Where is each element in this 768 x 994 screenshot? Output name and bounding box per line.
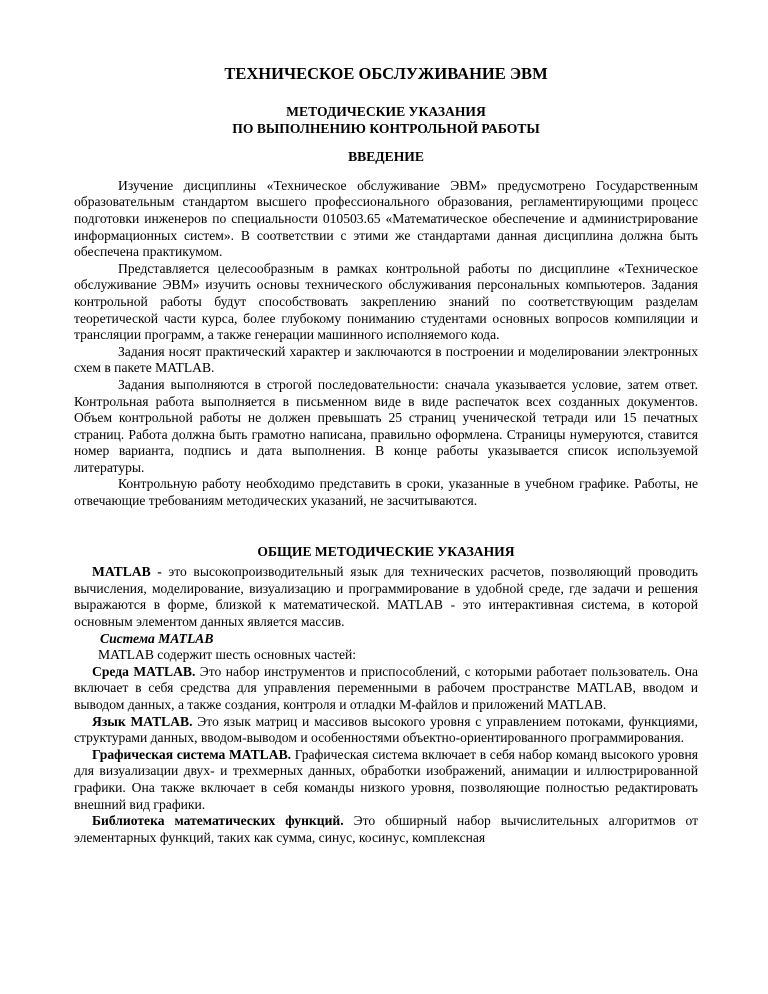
matlab-definition-text: это высокопроизводительный язык для технических расчетов, позволяющий проводить вычисления, моделирование, визуализацию и программирование в удобной среде, где задачи и решения выражаются в форме, близкой к математической. MATLAB - это интерактивная система, в которой основным элементом данных является массив. — [74, 564, 698, 630]
intro-paragraph-5: Контрольную работу необходимо представить в сроки, указанные в учебном графике. Работы, не отвечающие требованиям методических указаний, не засчитываются. — [74, 476, 698, 509]
part-text: Это набор инструментов и приспособлений, с которыми работает пользователь. Она включает в себя средства для управления переменными в рабочем пространстве MATLAB, вводом и выводом данных, а также создания, контроля и отладки М-файлов и приложений MATLAB. — [74, 663, 699, 712]
part-language — [74, 714, 698, 747]
intro-paragraph-2: Представляется целесообразным в рамках контрольной работы по дисциплине «Техническое обслуживание ЭВМ» изучить основы технического обслуживания персональных компьютеров. Задания контрольной работы будут способствовать закреплению знаний по соответствующим разделам теоретической части курса, более глубокому пониманию студентами основных вопросов компиляции и трансляции программ, а также генерации машинного исполняемого кода. — [74, 260, 698, 343]
part-math-library — [74, 813, 698, 846]
part-environment — [74, 664, 698, 714]
document-title: ТЕХНИЧЕСКОЕ ОБСЛУЖИВАНИЕ ЭВМ — [224, 64, 548, 83]
part-term: Среда MATLAB. — [92, 663, 196, 679]
intro-paragraph-4: Задания выполняются в строгой последовательности: сначала указывается условие, затем ответ. Контрольная работа выполняется в письменном виде в виде распечаток всех созданных документов. Объем контрольной работы не должен превышать 25 страниц ученической тетради или 15 печатных страниц. Работа должна быть грамотно написана, правильно оформлена. Страницы нумеруются, ставится номер варианта, подпись и дата выполнения. В конце работы указывается список используемой литературы. — [74, 376, 698, 475]
part-text: Это язык матриц и массивов высокого уровня с управлением потоками, функциями, структурами данных, вводом-выводом и особенностями объектно-ориентированного программирования. — [74, 713, 698, 746]
part-term: Графическая система MATLAB. — [92, 746, 292, 762]
subtitle-line-1: МЕТОДИЧЕСКИЕ УКАЗАНИЯ — [286, 104, 486, 119]
subtitle-line-2: ПО ВЫПОЛНЕНИЮ КОНТРОЛЬНОЙ РАБОТЫ — [232, 120, 540, 136]
intro-paragraph-3: Задания носят практический характер и заключаются в построении и моделировании электронных схем в пакете MATLAB. — [74, 343, 698, 376]
part-term: Библиотека математических функций. — [92, 813, 344, 829]
part-graphics — [74, 747, 698, 813]
part-text: Графическая система включает в себя набор команд высокого уровня для визуализации двух- и трехмерных данных, обработки изображений, анимации и иллюстрированной графики. Она также включает в себя команды низкого уровня, позволяющие полностью редактировать внешний вид графики. — [74, 746, 698, 812]
document-page — [74, 64, 698, 846]
part-term: Язык MATLAB. — [92, 713, 193, 729]
parts-intro: MATLAB содержит шесть основных частей: — [98, 647, 357, 663]
part-text: Это обширный набор вычислительных алгоритмов от элементарных функций, таких как сумма, синус, косинус, комплексная — [74, 813, 699, 845]
intro-heading: ВВЕДЕНИЕ — [348, 149, 424, 165]
section-spacer — [74, 510, 698, 544]
system-heading: Система MATLAB — [100, 630, 214, 646]
intro-paragraph-1: Изучение дисциплины «Техническое обслуживание ЭВМ» предусмотрено Государственным образовательным стандартом высшего профессионального образования, регламентирующими процесс подготовки инженеров по специальности 010503.65 «Математическое обеспечение и администрирование информационных систем». В соответствии с этими же стандартами данная дисциплина должна быть обеспечена практикумом. — [74, 177, 698, 260]
matlab-definition — [74, 564, 698, 630]
section-heading: ОБЩИЕ МЕТОДИЧЕСКИЕ УКАЗАНИЯ — [257, 543, 515, 559]
matlab-term: MATLAB - — [92, 564, 162, 580]
